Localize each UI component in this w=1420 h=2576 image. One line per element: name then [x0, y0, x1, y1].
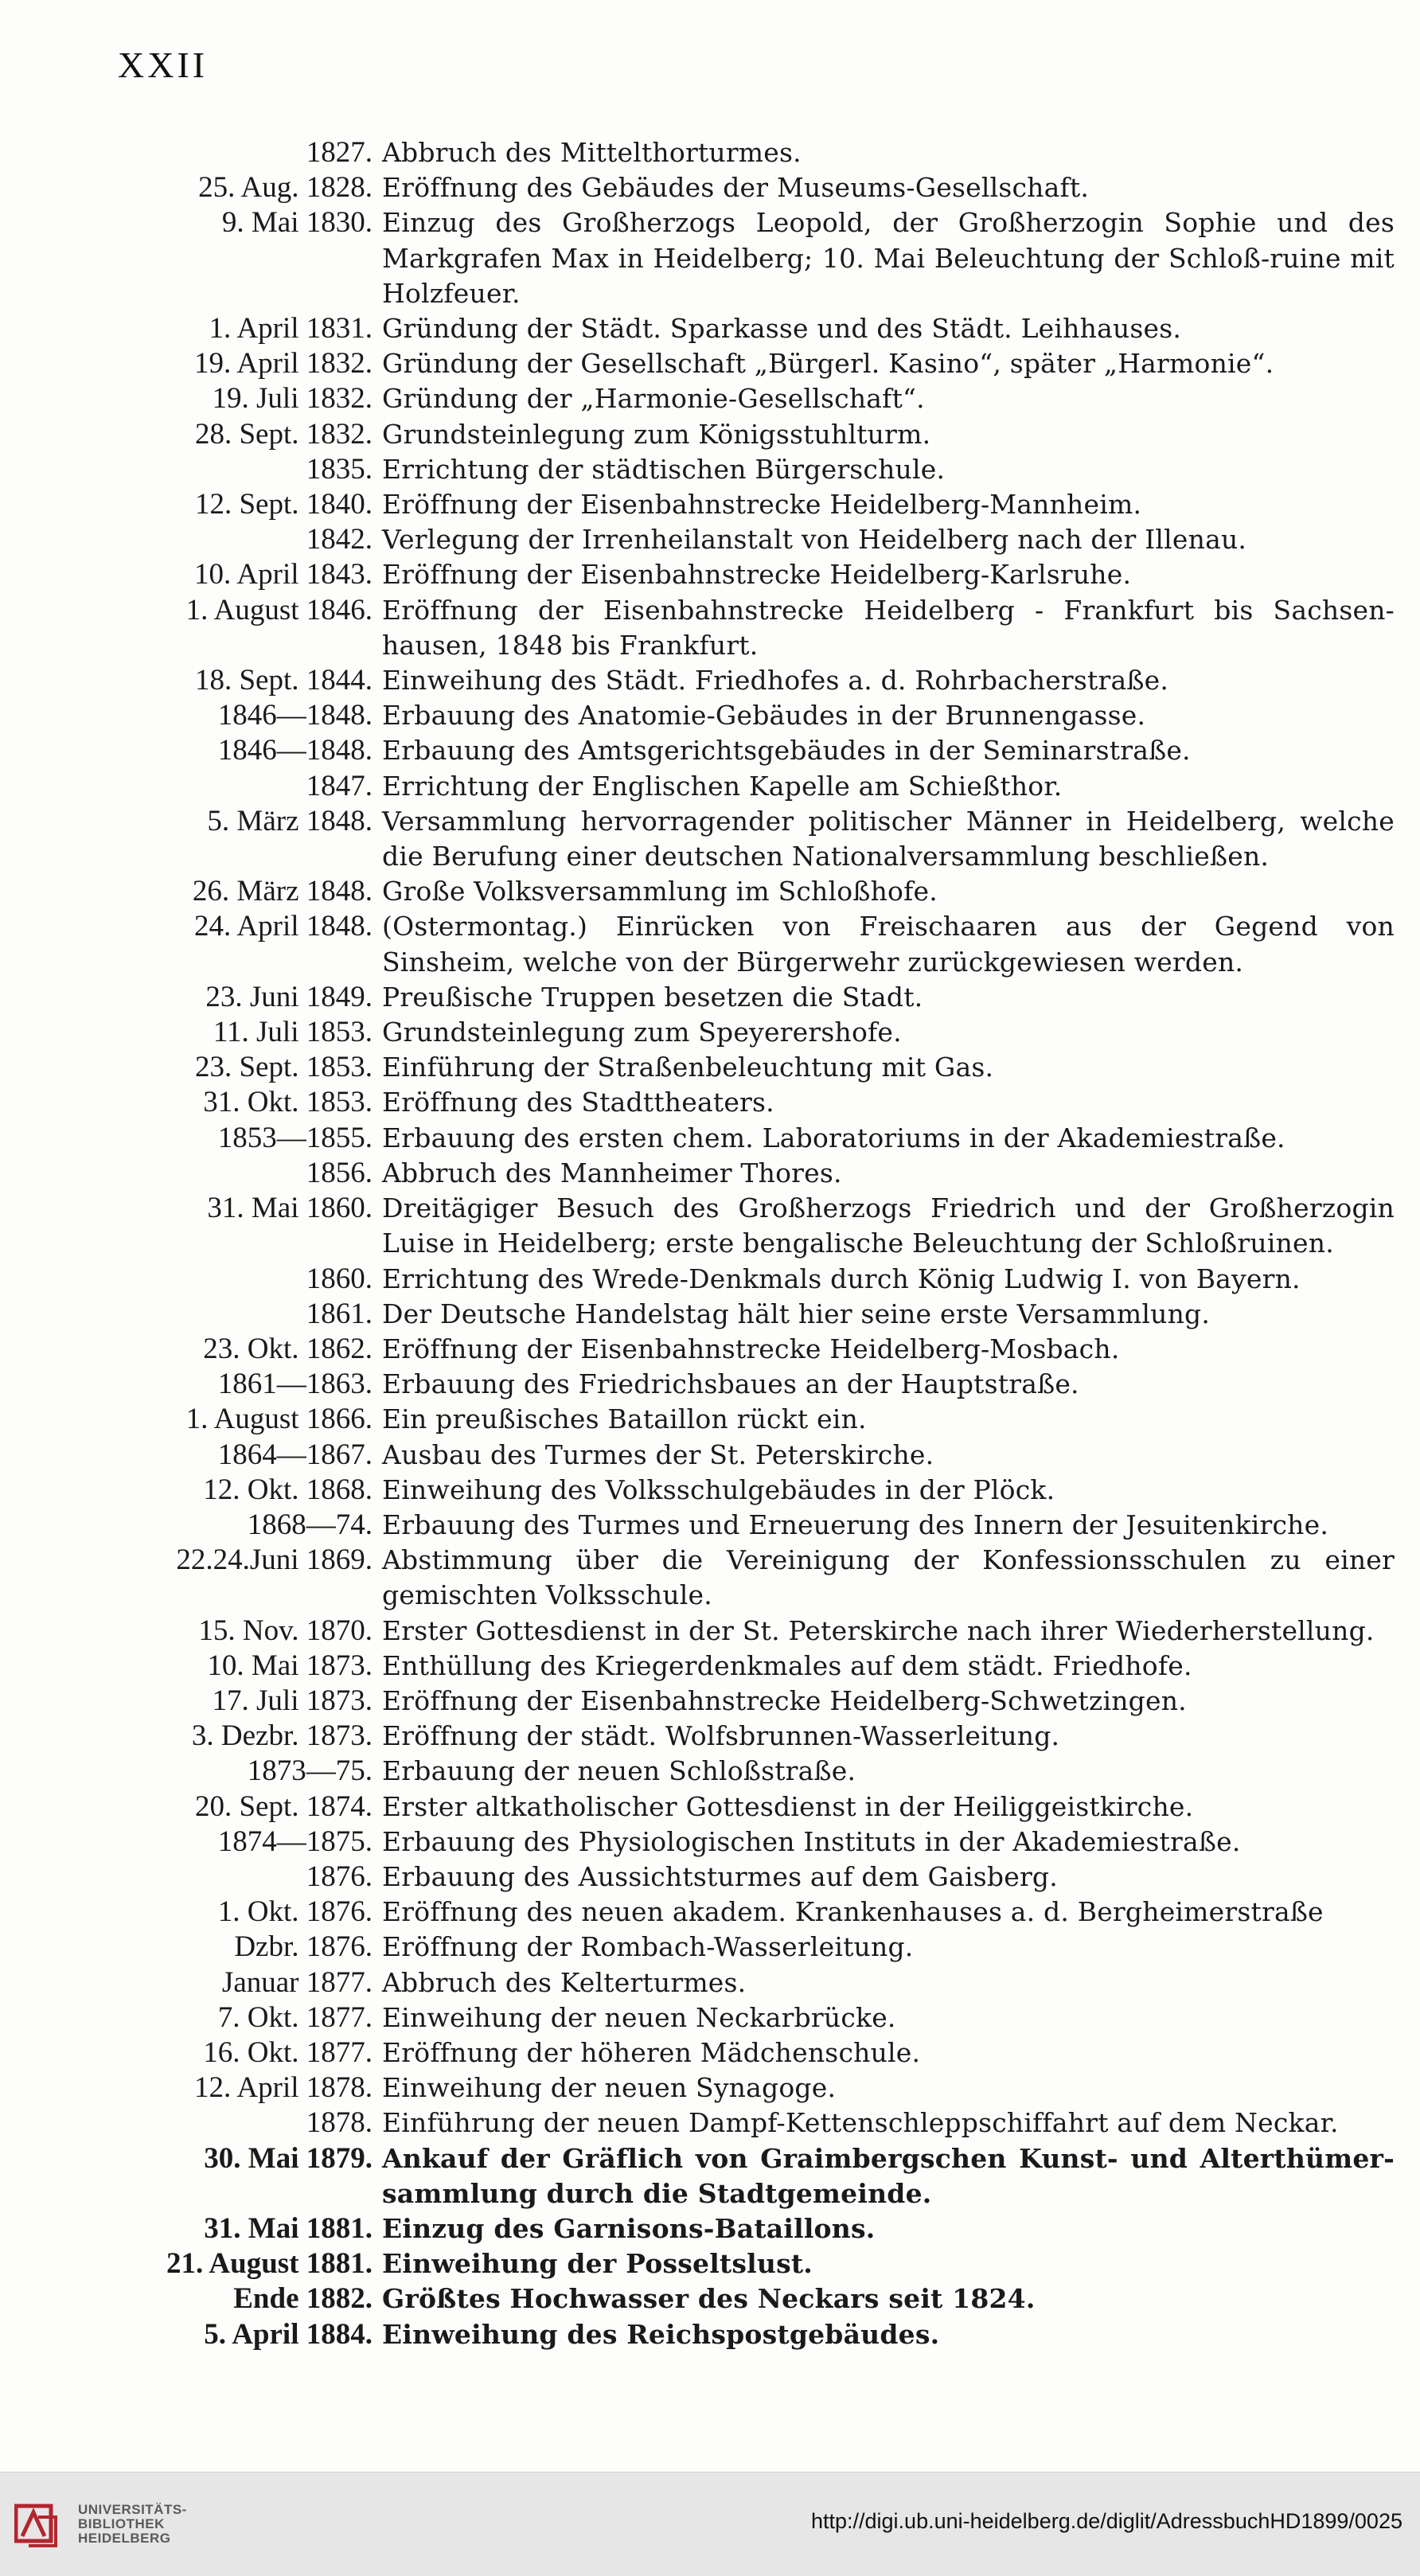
entry-text: Erbauung des Friedrichsbaues an der Hauptstraße.	[382, 1368, 1079, 1400]
chronicle-entry	[0, 1262, 1420, 1297]
entry-text: Gründung der Städt. Sparkasse und des Städt. Leihhauses.	[382, 313, 1182, 345]
entry-text: Einzug des Garnisons-Bataillons.	[382, 2212, 876, 2244]
entry-text: Einweihung der Posseltslust.	[382, 2248, 813, 2280]
entry-date: 25. Aug. 1828.	[198, 171, 373, 205]
chronicle-entry	[0, 1543, 1420, 1613]
entry-text: Abbruch des Kelterturmes.	[382, 1966, 747, 1998]
entry-date: 23. Okt. 1862.	[203, 1332, 373, 1365]
entry-date: 1873—75.	[247, 1754, 373, 1788]
chronicle-entry	[0, 1121, 1420, 1156]
chronicle-entry	[0, 346, 1420, 381]
entry-text: Einführung der Straßenbeleuchtung mit Gas.	[382, 1052, 994, 1083]
entry-date: 18. Sept. 1844.	[194, 664, 373, 697]
entry-text: Einweihung des Reichspostgebäudes.	[382, 2318, 940, 2350]
entry-date: 12. April 1878.	[193, 2071, 373, 2105]
entry-text: Enthüllung des Kriegerdenkmales auf dem städt. Friedhofe.	[382, 1649, 1192, 1681]
entry-text: Erbauung der neuen Schloßstraße.	[382, 1755, 856, 1787]
entry-date: 5. April 1884.	[204, 2317, 373, 2351]
entry-date: 1. August 1866.	[185, 1403, 373, 1436]
entry-text: Grundsteinlegung zum Speyerershofe.	[382, 1017, 902, 1048]
entry-date: 17. Juli 1873.	[212, 1684, 373, 1717]
chronicle-entry	[0, 1860, 1420, 1895]
entry-text: Eröffnung des neuen akadem. Krankenhauses a. d. Bergheimerstraße	[382, 1896, 1324, 1928]
library-name-line: UNIVERSITÄTS-	[78, 2502, 187, 2517]
entry-text: Eröffnung der Eisenbahnstrecke Heidelberg-Schwetzingen.	[382, 1684, 1187, 1716]
chronicle-entry	[0, 417, 1420, 452]
chronicle-entry	[0, 522, 1420, 557]
chronicle-entry	[0, 1367, 1420, 1402]
chronicle-entry	[0, 769, 1420, 804]
entry-date: 5. März 1848.	[207, 804, 373, 837]
entry-text: Erbauung des ersten chem. Laboratoriums in der Akademiestraße.	[382, 1122, 1285, 1153]
entry-text: Erbauung des Physiologischen Instituts in der Akademiestraße.	[382, 1825, 1241, 1857]
entry-text: Eröffnung der Eisenbahnstrecke Heidelberg - Frankfurt bis Sachsen-hausen, 1848 bis Frankfurt.	[382, 594, 1395, 661]
entry-text: Eröffnung der höheren Mädchenschule.	[382, 2036, 921, 2068]
entry-date: Januar 1877.	[221, 1965, 373, 1999]
entry-date: 19. Juli 1832.	[212, 382, 373, 416]
chronicle-entry	[0, 2035, 1420, 2071]
entry-date: 1. August 1846.	[185, 593, 373, 626]
entry-date: 31. Okt. 1853.	[203, 1086, 373, 1119]
entry-date: 23. Sept. 1853.	[194, 1051, 373, 1084]
entry-text: Größtes Hochwasser des Neckars seit 1824.	[382, 2283, 1036, 2315]
heidelberg-library-logo-icon[interactable]	[14, 2501, 64, 2549]
chronicle-entry	[0, 2106, 1420, 2141]
entry-text: Erster altkatholischer Gottesdienst in der Heiliggeistkirche.	[382, 1790, 1194, 1822]
chronicle-entry	[0, 593, 1420, 663]
entry-text: Eröffnung des Stadttheaters.	[382, 1087, 774, 1118]
entry-text: Ankauf der Gräflich von Graimbergschen Kunst- und Alterthümer-sammlung durch die Stadtgemeinde.	[382, 2142, 1395, 2209]
entry-date: 20. Sept. 1874.	[194, 1790, 373, 1823]
entry-date: 1878.	[306, 2106, 373, 2140]
chronicle-list	[0, 135, 1420, 2352]
chronicle-entry	[0, 1825, 1420, 1860]
entry-text: Ein preußisches Bataillon rückt ein.	[382, 1403, 867, 1435]
entry-text: Erbauung des Turmes und Erneuerung des Innern der Jesuitenkirche.	[382, 1509, 1329, 1540]
entry-date: 26. März 1848.	[192, 875, 373, 908]
entry-date: 1842.	[306, 523, 373, 556]
entry-text: Einweihung des Städt. Friedhofes a. d. Rohrbacherstraße.	[382, 665, 1169, 697]
chronicle-entry	[0, 1402, 1420, 1437]
entry-date: 1861—1863.	[217, 1368, 373, 1401]
entry-text: Erbauung des Aussichtsturmes auf dem Gaisberg.	[382, 1860, 1058, 1892]
entry-date: Ende 1882.	[233, 2282, 373, 2316]
entry-date: 1835.	[306, 452, 373, 486]
entry-text: Dreitägiger Besuch des Großherzogs Friedrich und der Großherzogin Luise in Heidelberg; erste bengalische Beleuchtung der Schloßruinen.	[382, 1192, 1395, 1259]
entry-text: Einweihung der neuen Neckarbrücke.	[382, 2001, 896, 2033]
chronicle-entry	[0, 170, 1420, 205]
chronicle-entry	[0, 311, 1420, 346]
chronicle-entry	[0, 1684, 1420, 1719]
chronicle-entry	[0, 1332, 1420, 1367]
entry-date: 22.24.Juni 1869.	[176, 1544, 373, 1577]
entry-text: Errichtung der städtischen Bürgerschule.	[382, 453, 946, 485]
entry-date: 1846—1848.	[217, 699, 373, 732]
entry-date: 31. Mai 1881.	[204, 2211, 373, 2245]
entry-text: Verlegung der Irrenheilanstalt von Heidelberg nach der Illenau.	[382, 524, 1247, 556]
chronicle-entry	[0, 1473, 1420, 1508]
chronicle-entry	[0, 205, 1420, 311]
chronicle-entry	[0, 804, 1420, 874]
entry-date: 1876.	[306, 1860, 373, 1893]
entry-date: 11. Juli 1853.	[213, 1016, 373, 1049]
chronicle-entry	[0, 1930, 1420, 1965]
entry-date: 1827.	[306, 136, 373, 169]
entry-text: Erster Gottesdienst in der St. Peterskirche nach ihrer Wiederherstellung.	[382, 1614, 1375, 1646]
entry-text: Versammlung hervorragender politischer Männer in Heidelberg, welche die Berufung einer deutschen Nationalversammlung beschließen.	[382, 805, 1395, 872]
entry-date: 10. April 1843.	[193, 558, 373, 591]
entry-date: 15. Nov. 1870.	[198, 1614, 373, 1647]
entry-text: Eröffnung des Gebäudes der Museums-Gesellschaft.	[382, 172, 1090, 204]
chronicle-entry	[0, 1191, 1420, 1261]
entry-text: Eröffnung der städt. Wolfsbrunnen-Wasserleitung.	[382, 1720, 1060, 1752]
entry-date: 9. Mai 1830.	[221, 206, 373, 240]
chronicle-entry	[0, 557, 1420, 592]
chronicle-entry	[0, 2317, 1420, 2352]
entry-text: Einzug des Großherzogs Leopold, der Großherzogin Sophie und des Markgrafen Max in Heidelberg; 10. Mai Beleuchtung der Schloß-ruine mit Holzfeuer.	[382, 207, 1395, 309]
entry-date: 1853—1855.	[217, 1121, 373, 1154]
entry-text: Erbauung des Amtsgerichtsgebäudes in der Seminarstraße.	[382, 735, 1191, 767]
chronicle-entry	[0, 1085, 1420, 1120]
entry-date: 1846—1848.	[217, 734, 373, 767]
entry-date: 1. April 1831.	[209, 312, 373, 345]
entry-date: 12. Sept. 1840.	[194, 488, 373, 521]
entry-text: Gründung der „Harmonie-Gesellschaft“.	[382, 383, 925, 415]
entry-date: Dzbr. 1876.	[234, 1930, 373, 1964]
viewer-footer	[0, 2472, 1420, 2576]
entry-text: Abbruch des Mittelthorturmes.	[382, 137, 802, 168]
chronicle-entry	[0, 381, 1420, 416]
chronicle-entry	[0, 1719, 1420, 1754]
entry-date: 3. Dezbr. 1873.	[191, 1719, 373, 1753]
entry-text: (Ostermontag.) Einrücken von Freischaaren aus der Gegend von Sinsheim, welche von der Bürgerwehr zurückgewiesen werden.	[382, 911, 1395, 978]
entry-date: 30. Mai 1879.	[204, 2141, 373, 2175]
chronicle-entry	[0, 2281, 1420, 2316]
chronicle-entry	[0, 1156, 1420, 1191]
entry-text: Preußische Truppen besetzen die Stadt.	[382, 981, 923, 1013]
entry-date: 16. Okt. 1877.	[203, 2035, 373, 2069]
entry-text: Abstimmung über die Vereinigung der Konfessionsschulen zu einer gemischten Volksschule.	[382, 1544, 1395, 1611]
entry-text: Eröffnung der Eisenbahnstrecke Heidelberg-Karlsruhe.	[382, 559, 1132, 591]
chronicle-entry	[0, 2246, 1420, 2281]
chronicle-entry	[0, 135, 1420, 170]
chronicle-entry	[0, 1754, 1420, 1789]
entry-text: Einweihung des Volksschulgebäudes in der Plöck.	[382, 1473, 1055, 1505]
entry-date: 24. April 1848.	[193, 910, 373, 943]
permalink-url[interactable]: http://digi.ub.uni-heidelberg.de/diglit/AdressbuchHD1899/0025	[810, 2509, 1402, 2533]
page-number: XXII	[118, 45, 209, 85]
chronicle-entry	[0, 1508, 1420, 1543]
chronicle-entry	[0, 1790, 1420, 1825]
entry-date: 1856.	[306, 1156, 373, 1189]
chronicle-entry	[0, 2000, 1420, 2035]
chronicle-entry	[0, 1297, 1420, 1332]
entry-text: Eröffnung der Rombach-Wasserleitung.	[382, 1931, 914, 1963]
entry-date: 21. August 1881.	[166, 2247, 373, 2281]
entry-date: 31. Mai 1860.	[207, 1192, 373, 1225]
entry-text: Erbauung des Anatomie-Gebäudes in der Brunnengasse.	[382, 700, 1146, 732]
chronicle-entry	[0, 487, 1420, 522]
chronicle-entry	[0, 1965, 1420, 2000]
library-name-line: HEIDELBERG	[78, 2531, 171, 2546]
entry-text: Einführung der neuen Dampf-Kettenschleppschiffahrt auf dem Neckar.	[382, 2107, 1339, 2139]
chronicle-entry	[0, 2071, 1420, 2106]
entry-date: 1. Okt. 1876.	[217, 1895, 373, 1929]
entry-text: Abbruch des Mannheimer Thores.	[382, 1157, 842, 1188]
entry-date: 28. Sept. 1832.	[194, 417, 373, 451]
chronicle-entry	[0, 1614, 1420, 1649]
entry-text: Errichtung der Englischen Kapelle am Schießthor.	[382, 770, 1063, 802]
entry-text: Große Volksversammlung im Schloßhofe.	[382, 876, 938, 907]
chronicle-entry	[0, 874, 1420, 909]
entry-date: 12. Okt. 1868.	[203, 1473, 373, 1506]
entry-date: 1864—1867.	[217, 1438, 373, 1471]
entry-date: 7. Okt. 1877.	[217, 2000, 373, 2034]
chronicle-entry	[0, 2141, 1420, 2211]
entry-date: 19. April 1832.	[193, 347, 373, 381]
entry-text: Ausbau des Turmes der St. Peterskirche.	[382, 1438, 934, 1470]
chronicle-entry	[0, 1015, 1420, 1050]
chronicle-entry	[0, 1649, 1420, 1684]
entry-text: Eröffnung der Eisenbahnstrecke Heidelberg-Mannheim.	[382, 489, 1142, 521]
entry-text: Eröffnung der Eisenbahnstrecke Heidelberg-Mosbach.	[382, 1333, 1120, 1364]
entry-date: 1874—1875.	[217, 1825, 373, 1858]
entry-date: 10. Mai 1873.	[207, 1649, 373, 1682]
chronicle-entry	[0, 1050, 1420, 1085]
entry-text: Gründung der Gesellschaft „Bürgerl. Kasino“, später „Harmonie“.	[382, 348, 1274, 380]
entry-date: 1847.	[306, 769, 373, 802]
entry-text: Der Deutsche Handelstag hält hier seine erste Versammlung.	[382, 1298, 1211, 1329]
entry-text: Grundsteinlegung zum Königsstuhlturm.	[382, 418, 931, 450]
chronicle-entry	[0, 733, 1420, 768]
chronicle-entry	[0, 1438, 1420, 1473]
chronicle-entry	[0, 1895, 1420, 1930]
library-name[interactable]	[78, 2503, 187, 2546]
entry-date: 23. Juni 1849.	[205, 980, 373, 1013]
chronicle-entry	[0, 452, 1420, 487]
chronicle-entry	[0, 980, 1420, 1015]
library-name-line: BIBLIOTHEK	[78, 2516, 165, 2531]
chronicle-entry	[0, 663, 1420, 698]
entry-text: Einweihung der neuen Synagoge.	[382, 2072, 837, 2104]
chronicle-entry	[0, 2211, 1420, 2246]
chronicle-entry	[0, 698, 1420, 733]
entry-date: 1860.	[306, 1262, 373, 1295]
chronicle-entry	[0, 909, 1420, 979]
entry-date: 1861.	[306, 1297, 373, 1330]
entry-text: Errichtung des Wrede-Denkmals durch König Ludwig I. von Bayern.	[382, 1263, 1301, 1294]
entry-date: 1868—74.	[247, 1508, 373, 1541]
